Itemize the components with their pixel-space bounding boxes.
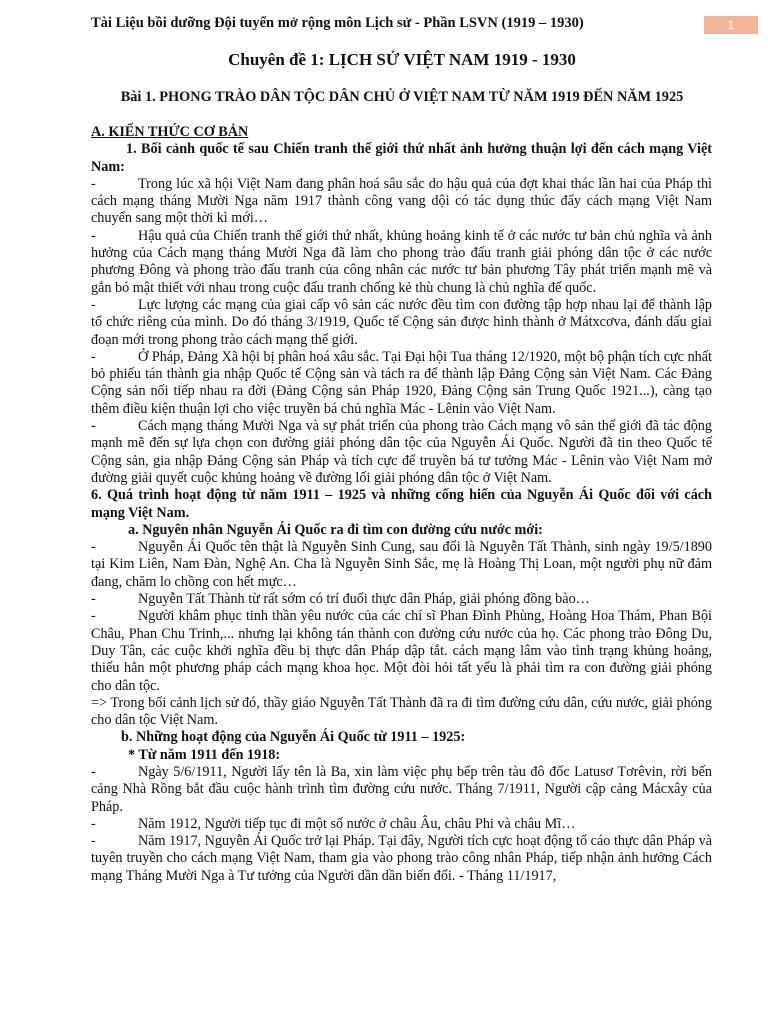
- section-a-heading: A. KIẾN THỨC CƠ BẢN: [91, 124, 249, 140]
- paragraph-bullet: - Cách mạng tháng Mười Nga và sự phát triển của phong trào Cách mạng vô sản thế giới đã tác động mạnh mẽ đến sự lựa chọn con đường giải phóng dân tộc của Nguyễn Ái Quốc. Người đã tin theo Quốc tế Cộng sản, gia nhập Đảng Cộng sản Pháp và tích cực để truyền bá tư tưởng Mác - Lênin vào Việt Nam mở đường giải quyết cuộc khủng hoảng về đường lối giải phóng dân tộc ở Việt Nam.: [91, 418, 712, 486]
- paragraph-bullet: - Nguyễn Tất Thành từ rất sớm có trí đuổi thực dân Pháp, giải phóng đồng bào…: [91, 591, 590, 608]
- page-header: [0, 12, 768, 36]
- paragraph-bullet: - Hậu quả của Chiến tranh thế giới thứ nhất, khủng hoảng kinh tế ở các nước tư bản chủ nghĩa và ảnh hưởng của Cách mạng tháng Mười Nga đã làm cho phong trào đấu tranh giải phóng dân tộc ở các nước phương Đông và phong trào đấu tranh của công nhân các nước tư bản phương Tây phát triển mạnh mẽ và gắn bó mật thiết với nhau trong cuộc đấu tranh chống kẻ thù chung là chủ nghĩa đế quốc.: [91, 227, 712, 296]
- page-number-badge: 1: [704, 16, 758, 34]
- heading-6a: a. Nguyên nhân Nguyễn Ái Quốc ra đi tìm con đường cứu nước mới:: [128, 521, 543, 538]
- paragraph-bullet: - Lực lượng các mạng của giai cấp vô sản các nước đều tìm con đường tập hợp nhau lại để thành lập tổ chức riêng của mình. Do đó tháng 3/1919, Quốc tế Cộng sản được hình thành ở Mátxcơva, đánh dấu giai đoạn mới trong phong trào cách mạng thế giới.: [91, 296, 712, 348]
- paragraph-bullet: - Trong lúc xã hội Việt Nam đang phân hoá sâu sắc do hậu quả của đợt khai thác lần hai của Pháp thì cách mạng tháng Mười Nga năm 1917 thành công vang dội có tác dụng thúc đẩy cách mạng Việt Nam chuyển sang một thời kì mới…: [91, 175, 712, 227]
- paragraph-bullet: - Năm 1912, Người tiếp tục đi một số nước ở châu Âu, châu Phi và châu Mĩ…: [91, 815, 576, 832]
- paragraph-bullet: - Ngày 5/6/1911, Người lấy tên là Ba, xin làm việc phụ bếp trên tàu đô đốc Latusơ Tơrêvin, rời bến cảng Nhà Rồng bắt đầu cuộc hành trình tìm đường cứu nước. Tháng 7/1911, Người cập cảng Mácxây của Pháp.: [91, 763, 712, 815]
- document-body: [91, 122, 712, 885]
- paragraph-bullet: - Nguyễn Ái Quốc tên thật là Nguyễn Sinh Cung, sau đổi là Nguyễn Tất Thành, sinh ngày 19/5/1890 tại Kim Liên, Nam Đàn, Nghệ An. Cha là Nguyễn Sinh Sắc, mẹ là Hoàng Thị Loan, một người phụ nữ đảm đang, chăm lo chồng con hết mực…: [91, 539, 712, 590]
- heading-1911-1918: * Từ năm 1911 đến 1918:: [128, 746, 281, 763]
- paragraph-bullet: - Năm 1917, Nguyễn Ái Quốc trở lại Pháp. Tại đây, Người tích cực hoạt động tố cáo thực dân Pháp và tuyên truyền cho cách mạng Việt Nam, tham gia vào phong trào công nhân Pháp, tiếp nhận ảnh hưởng Cách mạng Tháng Mười Nga à Tư tưởng của Người dần dần biến đổi. - Tháng 11/1917,: [91, 833, 712, 884]
- heading-6: 6. Quá trình hoạt động từ năm 1911 – 1925 và những cống hiến của Nguyễn Ái Quốc đối với cách mạng Việt Nam.: [91, 487, 712, 521]
- heading-1: 1. Bối cảnh quốc tế sau Chiến tranh thế giới thứ nhất ảnh hưởng thuận lợi đến cách mạng Việt Nam:: [91, 141, 712, 175]
- paragraph-bullet: - Người khâm phục tinh thần yêu nước của các chí sĩ Phan Đình Phùng, Hoàng Hoa Thám, Phan Bội Châu, Phan Chu Trinh,... nhưng lại không tán thành con đường cứu nước của họ. Các phong trào Đông Du, Duy Tân, các cuộc khởi nghĩa đều bị thực dân Pháp dập tắt. cách mạng lâm vào tình trạng khủng hoảng, thiếu hẳn một phương pháp cách mạng khoa học. Một đòi hỏi tất yếu là phải tìm ra con đường giải phóng cho dân tộc.: [91, 608, 712, 694]
- conclusion-6a: => Trong bối cảnh lịch sử đó, thầy giáo Nguyễn Tất Thành đã ra đi tìm đường cứu dân, cứu nước, giải phóng cho dân tộc Việt Nam.: [91, 694, 712, 729]
- chapter-title: Chuyên đề 1: LỊCH SỬ VIỆT NAM 1919 - 1930: [228, 50, 576, 69]
- lesson-title: Bài 1. PHONG TRÀO DÂN TỘC DÂN CHỦ Ở VIỆT NAM TỪ NĂM 1919 ĐẾN NĂM 1925: [120, 89, 684, 105]
- heading-6b: b. Những hoạt động của Nguyễn Ái Quốc từ 1911 – 1925:: [121, 729, 466, 746]
- paragraph-bullet: - Ở Pháp, Đảng Xã hội bị phân hoá xâu sắc. Tại Đại hội Tua tháng 12/1920, một bộ phận tích cực nhất bỏ phiếu tán thành gia nhập Quốc tế Cộng sản và tách ra để thành lập Đảng Cộng sản Việt Nam. Các Đảng Cộng sản nối tiếp nhau ra đời (Đảng Cộng sản Pháp 1920, Đảng Cộng sản Trung Quốc 1921...), càng tạo thêm điều kiện thuận lợi cho việc truyền bá chủ nghĩa Mác - Lênin vào Việt Nam.: [91, 348, 712, 417]
- header-title: Tài Liệu bồi dưỡng Đội tuyển mở rộng môn Lịch sử - Phần LSVN (1919 – 1930): [91, 15, 584, 31]
